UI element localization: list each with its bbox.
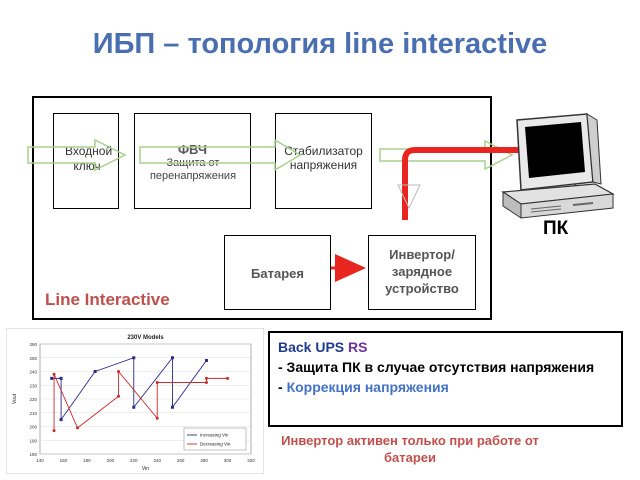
chart-point: [156, 417, 159, 420]
chart-point: [156, 381, 159, 384]
chart-x-tick-label: 280: [200, 458, 208, 463]
power-flow-arrow-middle: [140, 140, 300, 170]
filter-subtitle: Защита от перенапряжения: [149, 157, 237, 182]
info-point-2-dash: -: [278, 379, 287, 395]
battery-to-inverter-arrow: [335, 254, 366, 282]
chart-y-tick-label: 250: [29, 355, 37, 361]
ups-voltage-chart: [6, 328, 264, 474]
chart-point: [226, 377, 229, 380]
chart-y-tick-label: 180: [29, 452, 37, 457]
chart-x-tick-label: 220: [130, 458, 138, 463]
chart-y-tick-label: 210: [29, 410, 37, 416]
chart-point: [50, 377, 53, 380]
down-arrow-outline: [398, 185, 420, 208]
page-title: ИБП – топология line interactive: [92, 28, 548, 60]
chart-title: 230V Models: [127, 335, 164, 341]
chart-point: [94, 370, 97, 373]
chart-x-tick-label: 260: [176, 458, 185, 463]
chart-y-axis-label: Vout: [12, 393, 18, 405]
chart-y-tick-label: 200: [29, 424, 37, 430]
chart-point: [53, 429, 56, 432]
chart-point: [76, 426, 79, 429]
chart-legend-box: [184, 428, 246, 450]
chart-x-tick-label: 320: [247, 458, 255, 463]
chart-x-tick-label: 240: [153, 458, 161, 463]
chart-y-tick-label: 240: [29, 369, 37, 375]
chart-point: [60, 418, 63, 421]
chart-y-tick-label: 260: [29, 342, 37, 347]
chart-point: [205, 381, 208, 384]
info-box: [268, 331, 623, 427]
chart-point: [205, 359, 208, 362]
info-point-2-text: Коррекция напряжения: [286, 379, 449, 395]
chart-point: [132, 406, 135, 409]
chart-point: [171, 356, 174, 359]
chart-y-tick-label: 220: [29, 397, 37, 402]
battery-label: Батарея: [251, 266, 304, 281]
line-interactive-label: Line Interactive: [45, 290, 170, 309]
power-flow-arrow-left: [28, 140, 125, 170]
chart-point: [117, 370, 120, 373]
power-flow-arrow-right: [380, 141, 512, 169]
chart-legend-label: Decreasing Vin: [200, 441, 231, 447]
chart-x-tick-label: 300: [223, 458, 232, 463]
chart-y-tick-label: 230: [29, 383, 37, 389]
chart-point: [60, 377, 63, 380]
chart-point: [53, 373, 56, 376]
chart-y-tick-label: 190: [29, 438, 37, 444]
stabilizer-label: Стабилизатор напряжения: [284, 144, 363, 172]
computer-icon: [495, 112, 615, 224]
info-heading: [278, 337, 613, 357]
input-switch-label: Входной ключ: [65, 144, 113, 173]
pc-label: ПК: [543, 218, 569, 239]
info-point-1: - Защита ПК в случае отсутствия напряжения: [278, 359, 595, 375]
chart-point: [171, 406, 174, 409]
inverter-label: Инвертор/ зарядное устройство: [385, 247, 459, 296]
chart-point: [205, 377, 208, 380]
chart-point: [117, 395, 120, 398]
info-point-2: [278, 377, 613, 397]
chart-x-tick-label: 180: [83, 458, 91, 463]
filter-title: ФВЧ: [177, 142, 208, 157]
chart-x-axis-label: Vin: [141, 466, 150, 472]
info-heading-b: RS: [348, 339, 368, 355]
chart-legend-label: Increasing Vin: [200, 432, 229, 438]
chart-x-tick-label: 200: [106, 458, 115, 463]
chart-x-tick-label: 160: [59, 458, 68, 463]
inverter-note: Инвертор активен только при работе от батареи: [281, 433, 539, 465]
chart-x-tick-label: 140: [36, 458, 44, 463]
chart-point: [132, 356, 135, 359]
info-heading-a: Back UPS: [278, 339, 345, 355]
